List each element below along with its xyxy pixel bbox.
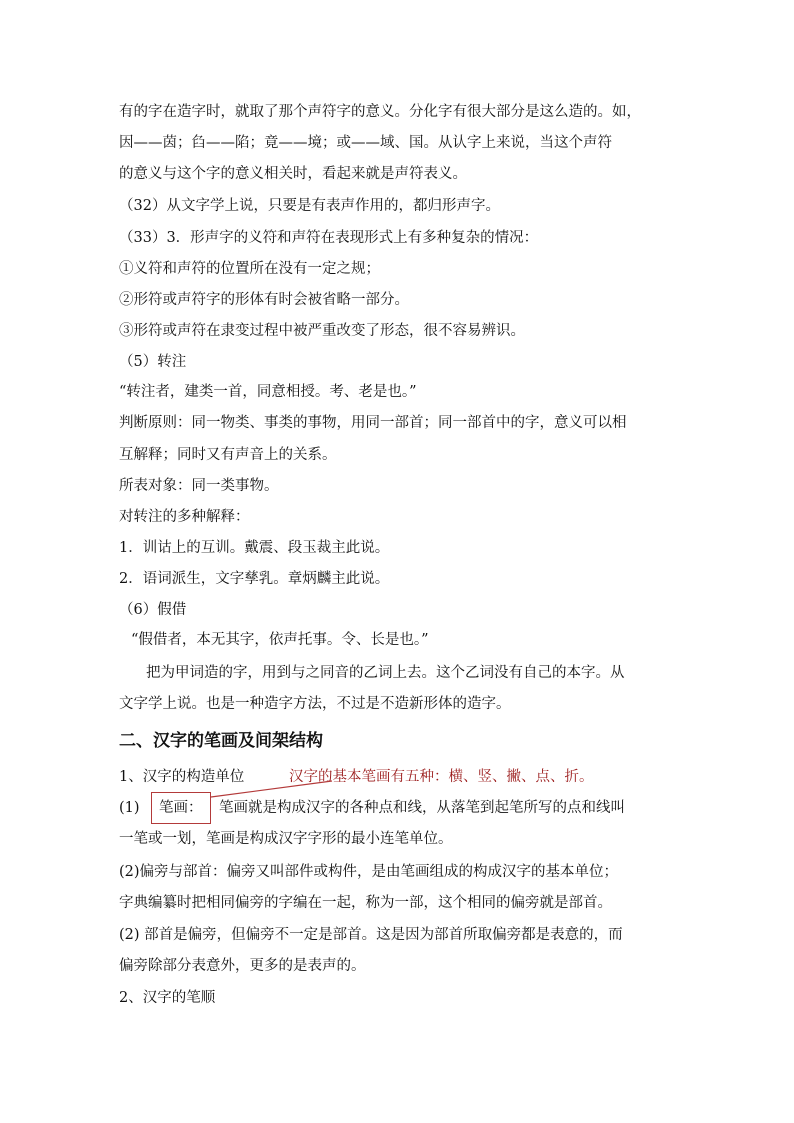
text-line: “假借者，本无其字，依声托事。令、长是也。”: [131, 632, 429, 648]
stroke-prefix: (1): [119, 800, 140, 816]
text-line: 的意义与这个字的意义相关时，看起来就是声符表义。: [119, 166, 467, 182]
text-line: ②形符或声符字的形体有时会被省略一部分。: [119, 292, 409, 308]
text-line: 偏旁除部分表意外，更多的是表声的。: [119, 958, 366, 974]
text-line: （33）3．形声字的义符和声符在表现形式上有多种复杂的情况：: [119, 230, 539, 246]
text-line: （5）转注: [119, 354, 187, 370]
text-line: 互解释；同时又有声音上的关系。: [119, 447, 337, 463]
text-line: (2)偏旁与部首：偏旁又叫部件或构件，是由笔画组成的构成汉字的基本单位；: [119, 864, 619, 880]
stroke-definition: 笔画就是构成汉字的各种点和线，从落笔到起笔所写的点和线叫: [219, 800, 625, 816]
section-heading: 二、汉字的笔画及间架结构: [119, 731, 323, 751]
text-line: 判断原则：同一物类、事类的事物，用同一部首；同一部首中的字，意义可以相: [119, 415, 627, 431]
text-line: 2、汉字的笔顺: [119, 990, 216, 1006]
text-line: 文字学上说。也是一种造字方法，不过是不造新形体的造字。: [119, 696, 511, 712]
text-line: 所表对象：同一类事物。: [119, 478, 279, 494]
text-line: （6）假借: [119, 602, 187, 618]
text-line: 因——茵；臽——陷；竟——境；或——域、国。从认字上来说，当这个声符: [119, 135, 612, 151]
text-line: 2．语词派生，文字孳乳。章炳麟主此说。: [119, 571, 390, 587]
stroke-term: 笔画：: [159, 800, 203, 816]
text-line: (2) 部首是偏旁，但偏旁不一定是部首。这是因为部首所取偏旁都是表意的，而: [119, 927, 623, 943]
text-line: （32）从文字学上说，只要是有表声作用的，都归形声字。: [119, 198, 500, 214]
text-line: 有的字在造字时，就取了那个声符字的意义。分化字有很大部分是这么造的。如，: [119, 104, 641, 120]
subsection-title: 1、汉字的构造单位: [119, 769, 245, 785]
text-line: 字典编纂时把相同偏旁的字编在一起，称为一部，这个相同的偏旁就是部首。: [119, 895, 612, 911]
annotation-note: 汉字的基本笔画有五种：横、竖、撇、点、折。: [289, 769, 594, 785]
text-line: 把为甲词造的字，用到与之同音的乙词上去。这个乙词没有自己的本字。从: [146, 665, 625, 681]
text-line: 1．训诂上的互训。戴震、段玉裁主此说。: [119, 540, 390, 556]
text-line: 一笔或一划，笔画是构成汉字字形的最小连笔单位。: [119, 831, 453, 847]
text-line: 对转注的多种解释：: [119, 509, 250, 525]
text-line: “转注者，建类一首，同意相授。考、老是也。”: [119, 384, 417, 400]
text-line: ①义符和声符的位置所在没有一定之规；: [119, 261, 380, 277]
text-line: ③形符或声符在隶变过程中被严重改变了形态，很不容易辨识。: [119, 323, 525, 339]
